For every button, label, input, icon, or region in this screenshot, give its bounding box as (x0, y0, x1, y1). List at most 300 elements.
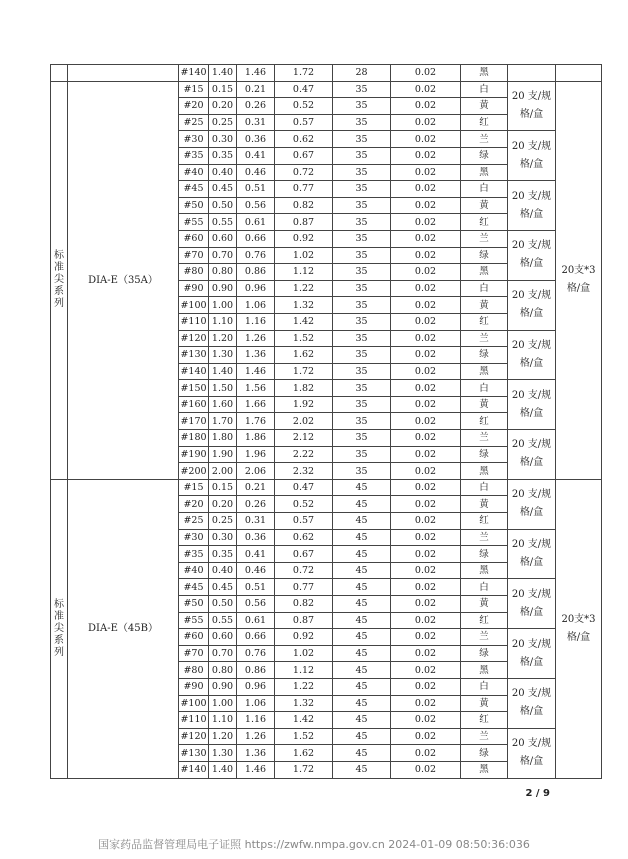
cell-d1: 1.10 (209, 313, 237, 330)
cell-size: #55 (179, 214, 209, 231)
cell-color: 白 (461, 81, 508, 98)
cell-d1: 0.90 (209, 678, 237, 695)
cell-d1: 0.15 (209, 81, 237, 98)
cell-d1: 0.80 (209, 264, 237, 281)
cell-d2: 1.06 (237, 695, 275, 712)
cell-d1: 1.30 (209, 745, 237, 762)
cell-size: #90 (179, 280, 209, 297)
pack-cell: 20 支/规格/盒 (508, 629, 556, 679)
cell-taper: 0.02 (391, 98, 461, 115)
cell-d3: 1.02 (275, 247, 333, 264)
cell-color: 白 (461, 479, 508, 496)
pack-cell (508, 65, 556, 82)
cell-d2: 1.06 (237, 297, 275, 314)
cell-length: 35 (333, 313, 391, 330)
cell-color: 红 (461, 214, 508, 231)
cell-d3: 1.72 (275, 363, 333, 380)
cell-color: 兰 (461, 131, 508, 148)
cell-taper: 0.02 (391, 396, 461, 413)
pack-cell: 20 支/规格/盒 (508, 131, 556, 181)
cell-d1: 1.20 (209, 728, 237, 745)
cell-d3: 1.92 (275, 396, 333, 413)
cell-taper: 0.02 (391, 728, 461, 745)
cell-color: 绿 (461, 347, 508, 364)
cell-d3: 1.12 (275, 264, 333, 281)
pack-cell: 20 支/规格/盒 (508, 479, 556, 529)
cell-d3: 1.22 (275, 678, 333, 695)
cell-d2: 0.31 (237, 513, 275, 530)
pack-cell: 20 支/规格/盒 (508, 280, 556, 330)
cell-d2: 0.41 (237, 147, 275, 164)
cell-length: 35 (333, 247, 391, 264)
model-cell (68, 65, 179, 82)
cell-length: 45 (333, 496, 391, 513)
cell-d3: 2.02 (275, 413, 333, 430)
cell-color: 黑 (461, 65, 508, 82)
cell-length: 28 (333, 65, 391, 82)
cell-d3: 2.22 (275, 446, 333, 463)
cell-taper: 0.02 (391, 214, 461, 231)
cell-d1: 1.50 (209, 380, 237, 397)
cell-d1: 1.40 (209, 363, 237, 380)
cell-d2: 1.46 (237, 65, 275, 82)
cell-size: #35 (179, 546, 209, 563)
table-row (51, 479, 602, 496)
cell-length: 45 (333, 745, 391, 762)
cell-size: #25 (179, 114, 209, 131)
cell-d1: 0.35 (209, 147, 237, 164)
cell-size: #15 (179, 479, 209, 496)
cell-size: #40 (179, 164, 209, 181)
cell-d2: 1.36 (237, 745, 275, 762)
cell-size: #140 (179, 363, 209, 380)
cell-d2: 0.86 (237, 264, 275, 281)
cell-d1: 0.60 (209, 230, 237, 247)
cell-length: 35 (333, 347, 391, 364)
cell-d2: 0.76 (237, 247, 275, 264)
cell-size: #50 (179, 197, 209, 214)
cell-d3: 1.82 (275, 380, 333, 397)
cell-d3: 1.02 (275, 645, 333, 662)
cell-length: 35 (333, 164, 391, 181)
pack-cell: 20 支/规格/盒 (508, 330, 556, 380)
cell-d3: 0.62 (275, 529, 333, 546)
table-row (51, 81, 602, 98)
cell-d3: 0.82 (275, 197, 333, 214)
cell-d2: 2.06 (237, 463, 275, 480)
cell-length: 45 (333, 513, 391, 530)
cell-taper: 0.02 (391, 380, 461, 397)
cell-d1: 0.70 (209, 247, 237, 264)
cell-taper: 0.02 (391, 230, 461, 247)
cell-color: 绿 (461, 147, 508, 164)
cell-d1: 1.30 (209, 347, 237, 364)
cell-taper: 0.02 (391, 761, 461, 778)
cell-taper: 0.02 (391, 430, 461, 447)
box-cell: 20支*3格/盒 (556, 479, 602, 778)
cell-d3: 1.62 (275, 745, 333, 762)
cell-color: 黄 (461, 596, 508, 613)
cell-d1: 1.10 (209, 712, 237, 729)
cell-d1: 0.50 (209, 596, 237, 613)
cell-length: 35 (333, 446, 391, 463)
model-cell: DIA-E（45B） (68, 479, 179, 778)
cell-d1: 1.20 (209, 330, 237, 347)
footer-certificate: 国家药品监督管理局电子证照 https://zwfw.nmpa.gov.cn 2024-01-09 08:50:36:036 (98, 838, 530, 851)
cell-taper: 0.02 (391, 529, 461, 546)
cell-color: 黑 (461, 662, 508, 679)
cell-d1: 0.55 (209, 612, 237, 629)
cell-d3: 0.87 (275, 612, 333, 629)
cell-color: 白 (461, 181, 508, 198)
cell-color: 白 (461, 280, 508, 297)
cell-taper: 0.02 (391, 496, 461, 513)
cell-taper: 0.02 (391, 363, 461, 380)
cell-taper: 0.02 (391, 330, 461, 347)
cell-size: #45 (179, 181, 209, 198)
cell-taper: 0.02 (391, 695, 461, 712)
cell-d1: 0.40 (209, 164, 237, 181)
cell-size: #25 (179, 513, 209, 530)
cell-d2: 1.16 (237, 712, 275, 729)
cell-d2: 1.46 (237, 761, 275, 778)
cell-taper: 0.02 (391, 313, 461, 330)
cell-d2: 0.56 (237, 596, 275, 613)
cell-d1: 0.25 (209, 513, 237, 530)
cell-size: #200 (179, 463, 209, 480)
cell-size: #20 (179, 496, 209, 513)
pack-cell: 20 支/规格/盒 (508, 230, 556, 280)
cell-length: 35 (333, 147, 391, 164)
cell-color: 黑 (461, 562, 508, 579)
cell-d1: 0.70 (209, 645, 237, 662)
cell-length: 45 (333, 546, 391, 563)
cell-length: 45 (333, 562, 391, 579)
cell-length: 45 (333, 728, 391, 745)
cell-d2: 1.26 (237, 330, 275, 347)
cell-color: 绿 (461, 446, 508, 463)
cell-d3: 1.72 (275, 761, 333, 778)
cell-taper: 0.02 (391, 546, 461, 563)
cell-color: 绿 (461, 645, 508, 662)
cell-size: #40 (179, 562, 209, 579)
cell-d2: 1.66 (237, 396, 275, 413)
cell-d3: 1.42 (275, 712, 333, 729)
cell-color: 兰 (461, 529, 508, 546)
cell-taper: 0.02 (391, 463, 461, 480)
cell-d1: 1.80 (209, 430, 237, 447)
cell-d3: 2.12 (275, 430, 333, 447)
category-cell: 标准尖系列 (51, 81, 68, 479)
cell-d3: 0.52 (275, 496, 333, 513)
cell-d3: 0.92 (275, 629, 333, 646)
cell-length: 35 (333, 330, 391, 347)
pack-cell: 20 支/规格/盒 (508, 430, 556, 480)
cell-d2: 0.26 (237, 496, 275, 513)
cell-color: 绿 (461, 546, 508, 563)
cell-d3: 0.92 (275, 230, 333, 247)
cell-length: 35 (333, 230, 391, 247)
cell-taper: 0.02 (391, 413, 461, 430)
cell-taper: 0.02 (391, 114, 461, 131)
cell-d2: 0.46 (237, 562, 275, 579)
cell-color: 黄 (461, 297, 508, 314)
cell-length: 35 (333, 297, 391, 314)
cell-size: #70 (179, 645, 209, 662)
cell-d2: 1.26 (237, 728, 275, 745)
cell-taper: 0.02 (391, 247, 461, 264)
cell-size: #35 (179, 147, 209, 164)
cell-taper: 0.02 (391, 65, 461, 82)
cell-size: #130 (179, 745, 209, 762)
cell-d3: 0.72 (275, 562, 333, 579)
cell-d1: 1.90 (209, 446, 237, 463)
cell-color: 兰 (461, 430, 508, 447)
cell-color: 白 (461, 579, 508, 596)
cell-taper: 0.02 (391, 562, 461, 579)
cell-d2: 0.41 (237, 546, 275, 563)
cell-d1: 1.60 (209, 396, 237, 413)
cell-color: 白 (461, 380, 508, 397)
cell-color: 黑 (461, 761, 508, 778)
cell-taper: 0.02 (391, 131, 461, 148)
cell-length: 35 (333, 214, 391, 231)
cell-d2: 0.51 (237, 181, 275, 198)
cell-d1: 1.00 (209, 297, 237, 314)
cell-d2: 1.76 (237, 413, 275, 430)
cell-taper: 0.02 (391, 629, 461, 646)
cell-taper: 0.02 (391, 297, 461, 314)
cell-length: 45 (333, 761, 391, 778)
cell-d1: 0.50 (209, 197, 237, 214)
cell-color: 黑 (461, 463, 508, 480)
cell-color: 绿 (461, 745, 508, 762)
cell-d1: 0.35 (209, 546, 237, 563)
page-number: 2 / 9 (525, 788, 550, 799)
cell-size: #90 (179, 678, 209, 695)
cell-length: 35 (333, 413, 391, 430)
cell-d1: 1.40 (209, 65, 237, 82)
cell-d3: 1.42 (275, 313, 333, 330)
cell-taper: 0.02 (391, 678, 461, 695)
cell-color: 黄 (461, 695, 508, 712)
cell-taper: 0.02 (391, 712, 461, 729)
cell-d2: 1.36 (237, 347, 275, 364)
cell-d1: 1.40 (209, 761, 237, 778)
cell-taper: 0.02 (391, 745, 461, 762)
cell-d3: 0.67 (275, 546, 333, 563)
cell-size: #100 (179, 297, 209, 314)
cell-d2: 1.16 (237, 313, 275, 330)
cell-size: #45 (179, 579, 209, 596)
cell-color: 红 (461, 114, 508, 131)
box-cell: 20支*3格/盒 (556, 81, 602, 479)
cell-color: 黄 (461, 98, 508, 115)
cell-length: 45 (333, 678, 391, 695)
cell-d1: 0.90 (209, 280, 237, 297)
cell-d2: 0.96 (237, 678, 275, 695)
cell-d3: 0.82 (275, 596, 333, 613)
spec-table-body (51, 65, 602, 779)
category-cell (51, 65, 68, 82)
cell-size: #55 (179, 612, 209, 629)
pack-cell: 20 支/规格/盒 (508, 529, 556, 579)
cell-d3: 0.62 (275, 131, 333, 148)
cell-d3: 2.32 (275, 463, 333, 480)
cell-d3: 1.52 (275, 728, 333, 745)
cell-taper: 0.02 (391, 181, 461, 198)
cell-length: 35 (333, 463, 391, 480)
cell-length: 35 (333, 197, 391, 214)
cell-size: #50 (179, 596, 209, 613)
cell-size: #160 (179, 396, 209, 413)
cell-taper: 0.02 (391, 579, 461, 596)
cell-size: #150 (179, 380, 209, 397)
cell-size: #60 (179, 230, 209, 247)
cell-size: #60 (179, 629, 209, 646)
cell-length: 35 (333, 363, 391, 380)
cell-color: 红 (461, 313, 508, 330)
cell-length: 35 (333, 81, 391, 98)
cell-length: 35 (333, 430, 391, 447)
cell-taper: 0.02 (391, 612, 461, 629)
cell-d3: 1.52 (275, 330, 333, 347)
cell-color: 兰 (461, 230, 508, 247)
cell-length: 45 (333, 662, 391, 679)
cell-color: 黄 (461, 496, 508, 513)
table-row (51, 65, 602, 82)
cell-taper: 0.02 (391, 347, 461, 364)
cell-taper: 0.02 (391, 596, 461, 613)
cell-length: 45 (333, 529, 391, 546)
pack-cell: 20 支/规格/盒 (508, 579, 556, 629)
cell-size: #20 (179, 98, 209, 115)
cell-color: 兰 (461, 330, 508, 347)
cell-size: #130 (179, 347, 209, 364)
cell-color: 红 (461, 513, 508, 530)
cell-d3: 1.22 (275, 280, 333, 297)
cell-d2: 0.21 (237, 479, 275, 496)
cell-d2: 0.56 (237, 197, 275, 214)
cell-d3: 0.77 (275, 181, 333, 198)
cell-taper: 0.02 (391, 280, 461, 297)
cell-size: #170 (179, 413, 209, 430)
cell-size: #190 (179, 446, 209, 463)
cell-color: 绿 (461, 247, 508, 264)
cell-color: 红 (461, 612, 508, 629)
cell-taper: 0.02 (391, 81, 461, 98)
cell-color: 黑 (461, 164, 508, 181)
cell-length: 45 (333, 645, 391, 662)
cell-color: 兰 (461, 629, 508, 646)
cell-color: 黑 (461, 363, 508, 380)
pack-cell: 20 支/规格/盒 (508, 678, 556, 728)
cell-d2: 0.96 (237, 280, 275, 297)
cell-size: #110 (179, 712, 209, 729)
cell-length: 35 (333, 396, 391, 413)
cell-length: 45 (333, 712, 391, 729)
cell-color: 红 (461, 712, 508, 729)
cell-length: 35 (333, 264, 391, 281)
cell-length: 35 (333, 380, 391, 397)
cell-taper: 0.02 (391, 662, 461, 679)
cell-d3: 0.77 (275, 579, 333, 596)
cell-length: 35 (333, 181, 391, 198)
cell-taper: 0.02 (391, 645, 461, 662)
cell-d2: 0.26 (237, 98, 275, 115)
cell-size: #180 (179, 430, 209, 447)
cell-d3: 0.87 (275, 214, 333, 231)
cell-size: #140 (179, 761, 209, 778)
cell-d3: 0.57 (275, 114, 333, 131)
cell-length: 45 (333, 596, 391, 613)
cell-size: #15 (179, 81, 209, 98)
cell-taper: 0.02 (391, 197, 461, 214)
cell-size: #120 (179, 330, 209, 347)
cell-d3: 1.12 (275, 662, 333, 679)
cell-taper: 0.02 (391, 479, 461, 496)
cell-d1: 1.70 (209, 413, 237, 430)
cell-size: #30 (179, 131, 209, 148)
cell-d2: 0.86 (237, 662, 275, 679)
cell-d1: 1.00 (209, 695, 237, 712)
cell-length: 35 (333, 114, 391, 131)
cell-d1: 0.30 (209, 131, 237, 148)
cell-d3: 0.72 (275, 164, 333, 181)
cell-d1: 0.80 (209, 662, 237, 679)
cell-taper: 0.02 (391, 446, 461, 463)
cell-d1: 0.20 (209, 98, 237, 115)
cell-d1: 0.20 (209, 496, 237, 513)
cell-d1: 2.00 (209, 463, 237, 480)
cell-d2: 0.51 (237, 579, 275, 596)
pack-cell: 20 支/规格/盒 (508, 81, 556, 131)
cell-length: 45 (333, 695, 391, 712)
cell-d2: 1.46 (237, 363, 275, 380)
pack-cell: 20 支/规格/盒 (508, 728, 556, 778)
cell-d3: 0.47 (275, 479, 333, 496)
cell-d1: 0.40 (209, 562, 237, 579)
cell-d3: 1.32 (275, 297, 333, 314)
cell-d1: 0.15 (209, 479, 237, 496)
cell-d2: 0.31 (237, 114, 275, 131)
cell-d1: 0.30 (209, 529, 237, 546)
cell-d2: 1.96 (237, 446, 275, 463)
cell-color: 黄 (461, 197, 508, 214)
cell-d2: 1.86 (237, 430, 275, 447)
cell-d2: 0.36 (237, 131, 275, 148)
cell-size: #140 (179, 65, 209, 82)
cell-size: #80 (179, 662, 209, 679)
cell-length: 35 (333, 280, 391, 297)
cell-d3: 0.57 (275, 513, 333, 530)
cell-d3: 1.72 (275, 65, 333, 82)
cell-size: #80 (179, 264, 209, 281)
cell-taper: 0.02 (391, 164, 461, 181)
cell-size: #70 (179, 247, 209, 264)
cell-d1: 0.45 (209, 181, 237, 198)
cell-d1: 0.60 (209, 629, 237, 646)
cell-d2: 0.61 (237, 214, 275, 231)
cell-d2: 0.46 (237, 164, 275, 181)
cell-d3: 1.32 (275, 695, 333, 712)
cell-d3: 0.52 (275, 98, 333, 115)
cell-size: #30 (179, 529, 209, 546)
pack-cell: 20 支/规格/盒 (508, 181, 556, 231)
cell-color: 黄 (461, 396, 508, 413)
cell-length: 35 (333, 98, 391, 115)
cell-d2: 1.56 (237, 380, 275, 397)
